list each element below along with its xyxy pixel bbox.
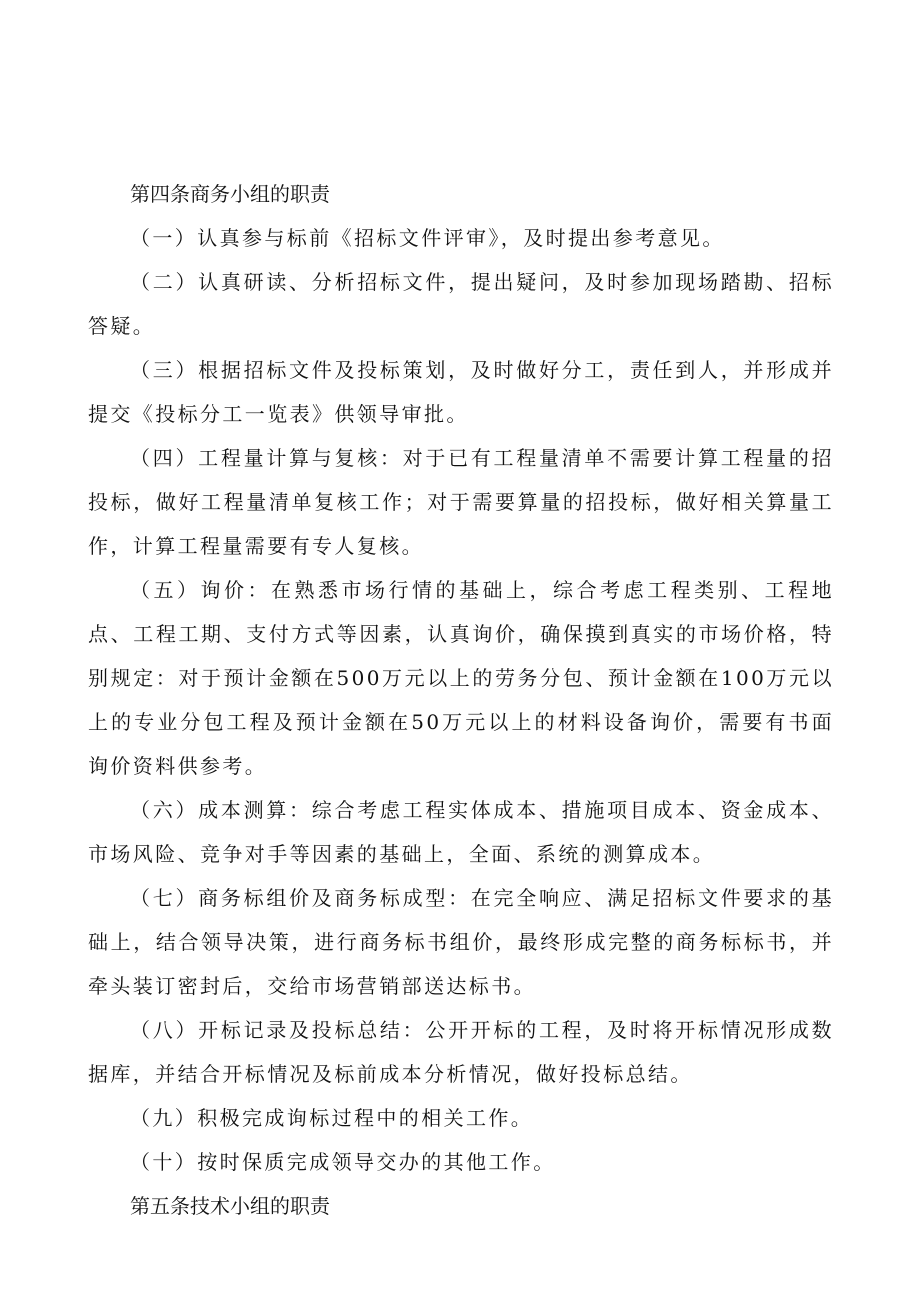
section-heading-article-5: 第五条技术小组的职责 — [130, 1194, 330, 1218]
list-item: （五）询价：在熟悉市场行情的基础上，综合考虑工程类别、工程地点、工程工期、支付方式等因素，认真询价，确保摸到真实的市场价格，特别规定：对于预计金额在500万元以上的劳务分包、预计金额在100万元以上的专业分包工程及预计金额在50万元以上的材料设备询价，需要有书面询价资料供参考。 — [88, 578, 834, 778]
list-item: （六）成本测算：综合考虑工程实体成本、措施项目成本、资金成本、市场风险、竞争对手等因素的基础上，全面、系统的测算成本。 — [88, 798, 834, 866]
list-item: （八）开标记录及投标总结：公开开标的工程，及时将开标情况形成数据库，并结合开标情况及标前成本分析情况，做好投标总结。 — [88, 1018, 834, 1086]
list-item: （二）认真研读、分析招标文件，提出疑问，及时参加现场踏勘、招标答疑。 — [88, 270, 834, 338]
list-item: （十）按时保质完成领导交办的其他工作。 — [130, 1150, 556, 1174]
document-body — [88, 172, 834, 1228]
list-item: （九）积极完成询标过程中的相关工作。 — [130, 1106, 534, 1130]
list-item: （四）工程量计算与复核：对于已有工程量清单不需要计算工程量的招投标，做好工程量清单复核工作；对于需要算量的招投标，做好相关算量工作，计算工程量需要有专人复核。 — [88, 446, 834, 558]
list-item: （一）认真参与标前《招标文件评审》，及时提出参考意见。 — [130, 226, 725, 250]
list-item: （三）根据招标文件及投标策划，及时做好分工，责任到人，并形成并提交《投标分工一览表》供领导审批。 — [88, 358, 834, 426]
list-item: （七）商务标组价及商务标成型：在完全响应、满足招标文件要求的基础上，结合领导决策，进行商务标书组价，最终形成完整的商务标标书，并牵头装订密封后，交给市场营销部送达标书。 — [88, 886, 834, 998]
section-heading-article-4: 第四条商务小组的职责 — [130, 182, 330, 206]
